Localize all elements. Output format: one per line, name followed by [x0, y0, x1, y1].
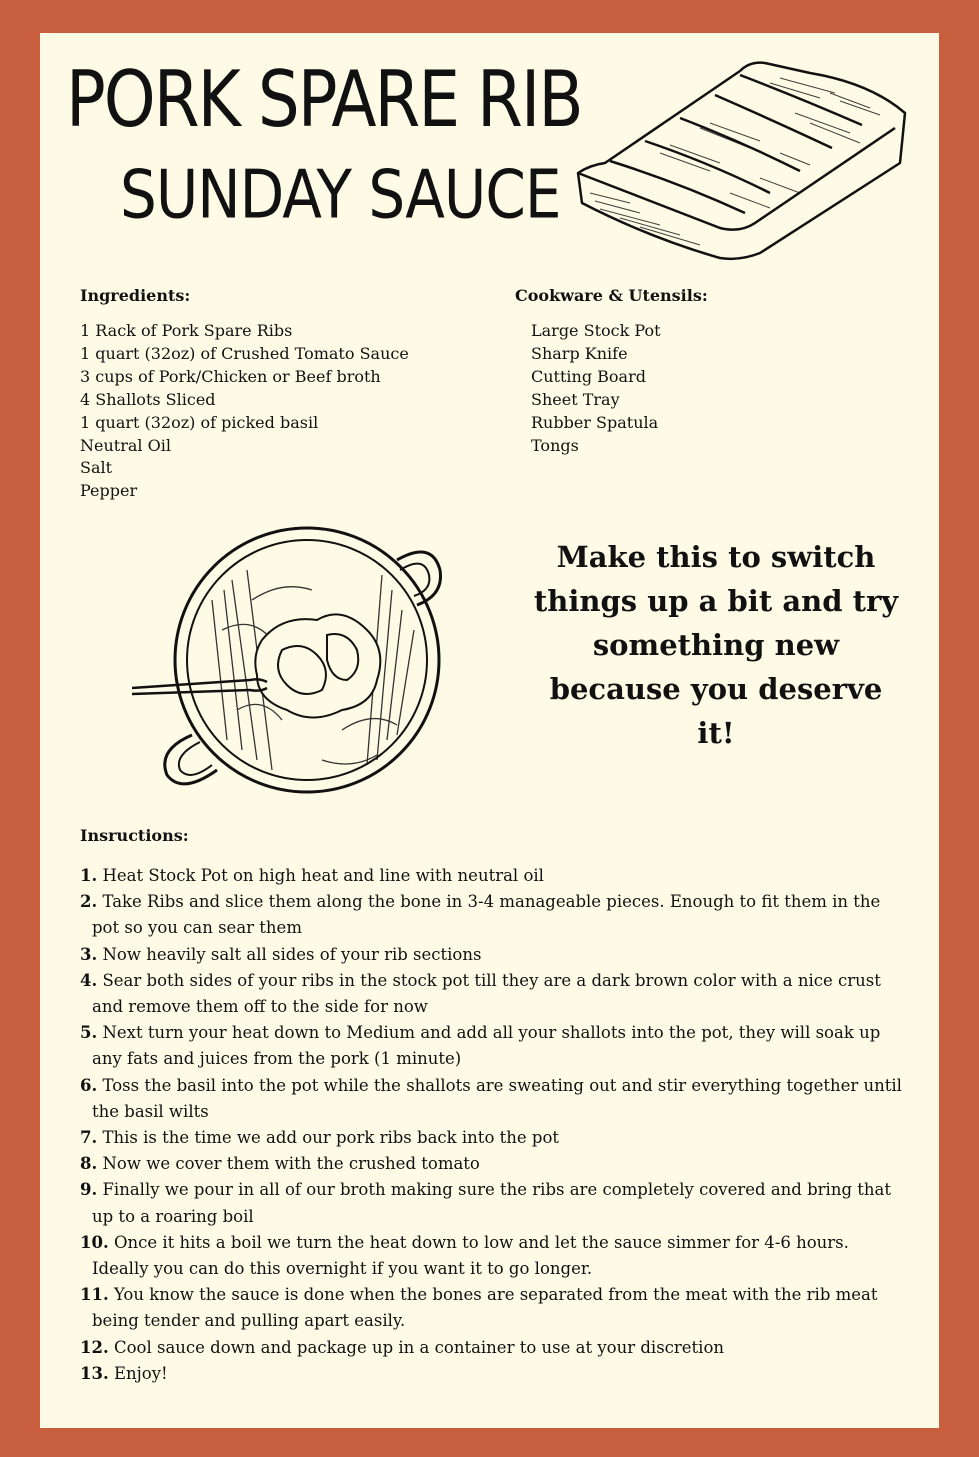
step-number: 2.: [80, 892, 98, 912]
title-line-1: PORK SPARE RIB: [66, 53, 582, 145]
instruction-step: [80, 1125, 910, 1151]
list-item: 1 quart (32oz) of Crushed Tomato Sauce: [80, 343, 409, 363]
step-text: Sear both sides of your ribs in the stock pot till they are a dark brown color with a nice crust and remove them off to the side for now: [92, 970, 881, 1017]
tagline: Make this to switch things up a bit and try something new because you deserve it!: [533, 540, 899, 750]
step-text: Enjoy!: [113, 1363, 168, 1383]
step-number: 7.: [80, 1128, 98, 1148]
step-number: 3.: [80, 944, 98, 964]
list-item: Tongs: [531, 435, 579, 455]
step-text: Next turn your heat down to Medium and add all your shallots into the pot, they will soak up any fats and juices from the pork (1 minute): [92, 1023, 881, 1069]
step-number: 4.: [80, 970, 98, 990]
step-text: This is the time we add our pork ribs back into the pot: [102, 1128, 560, 1148]
instruction-step: [80, 1177, 910, 1229]
ingredients-list: [80, 320, 409, 503]
spare-ribs-illustration: [570, 53, 920, 263]
step-number: 11.: [80, 1285, 109, 1305]
step-number: 8.: [80, 1154, 98, 1174]
list-item: Rubber Spatula: [531, 412, 659, 432]
step-number: 9.: [80, 1180, 98, 1200]
step-text: Now heavily salt all sides of your rib sections: [102, 944, 482, 964]
instruction-step: [80, 968, 910, 1020]
recipe-card: [40, 33, 939, 1428]
list-item: Sharp Knife: [531, 343, 628, 363]
list-item: 3 cups of Pork/Chicken or Beef broth: [80, 366, 381, 386]
cookware-heading: Cookware & Utensils:: [515, 286, 708, 305]
list-item: 1 Rack of Pork Spare Ribs: [80, 321, 293, 340]
list-item: Salt: [80, 458, 113, 478]
step-text: Toss the basil into the pot while the shallots are sweating out and stir everything together until the basil wilts: [92, 1075, 902, 1121]
step-number: 1.: [80, 866, 98, 885]
list-item: Pepper: [80, 481, 138, 501]
ingredients-heading: Ingredients:: [80, 286, 191, 305]
step-number: 5.: [80, 1023, 98, 1043]
sauce-pot-illustration: [132, 520, 452, 800]
step-text: Once it hits a boil we turn the heat down to low and let the sauce simmer for 4-6 hours. Ideally you can do this overnight if you want it to go longer.: [92, 1232, 849, 1279]
instructions-list: [80, 863, 910, 1387]
list-item: 4 Shallots Sliced: [80, 389, 216, 409]
step-number: 12.: [80, 1337, 109, 1357]
list-item: 1 quart (32oz) of picked basil: [80, 412, 319, 432]
list-item: Large Stock Pot: [531, 321, 661, 340]
list-item: Neutral Oil: [80, 435, 171, 455]
step-number: 6.: [80, 1075, 98, 1095]
cookware-list: [531, 320, 661, 457]
instruction-step: [80, 1073, 910, 1125]
instruction-step: [80, 1335, 910, 1361]
step-text: Take Ribs and slice them along the bone in 3-4 manageable pieces. Enough to fit them in the pot so you can sear them: [92, 892, 881, 938]
step-text: Heat Stock Pot on high heat and line with neutral oil: [102, 866, 544, 885]
step-number: 13.: [80, 1363, 109, 1383]
title-line-2: SUNDAY SAUCE: [120, 155, 561, 234]
list-item: Cutting Board: [531, 366, 646, 386]
instruction-step: [80, 1361, 910, 1387]
list-item: Sheet Tray: [531, 389, 620, 409]
instructions-heading: Insructions:: [80, 826, 189, 845]
step-text: Finally we pour in all of our broth making sure the ribs are completely covered and bring that up to a roaring boil: [92, 1180, 891, 1226]
instruction-step: [80, 1020, 910, 1072]
instruction-step: [80, 863, 910, 889]
step-number: 10.: [80, 1232, 109, 1252]
step-text: Cool sauce down and package up in a container to use at your discretion: [113, 1337, 725, 1357]
instruction-step: [80, 889, 910, 941]
instruction-step: [80, 1282, 910, 1334]
step-text: You know the sauce is done when the bones are separated from the meat with the rib meat being tender and pulling apart easily.: [92, 1285, 878, 1331]
step-text: Now we cover them with the crushed tomato: [102, 1154, 480, 1174]
instruction-step: [80, 942, 910, 968]
instruction-step: [80, 1230, 910, 1282]
instruction-step: [80, 1151, 910, 1177]
